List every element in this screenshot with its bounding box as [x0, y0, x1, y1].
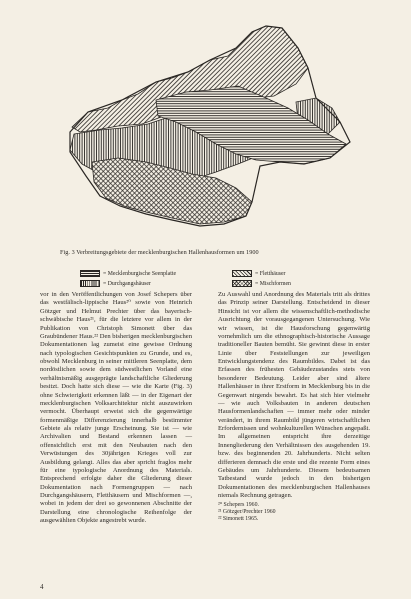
diagonal-hatch-swatch — [232, 270, 252, 277]
distribution-map — [60, 12, 358, 242]
left-column-text: vor in den Veröffentlichungen von Josef Schepers über das westfälisch-lippische Haus²⁰ sowie von Heinrich Götzger und Helmut Prechter über das bayerisch-schwäbische Haus²¹, für die letztere vor allem in der Publikation von Christoph Simonett über das Graubündener Haus.²² Den bisherigen mecklenburgischen Dokumentationen lag zumeist eine gewisse Ordnung nach typologischen Gesichtspunkten zu Grunde, und es, obwohl Mecklenburg in seiner mittleren Seenplatte, dem nordöstlichen sowie dem südwestlichen Vorland eine verhältnismäßig ausgeprägte landschaftliche Gliederung besitzt. Doch hatte sich diese — wie die Karte (Fig. 3) ohne Schwierigkeit erkennen läßt — in der Eigenart der mecklenburgischen Volksarchitektur nicht auszuwirken vermocht. Überhaupt erweist sich die gegenwärtige formenmäßige Differenzierung innerhalb bestimmter Gebiete als relativ junge Erscheinung. Sie ist — wie Archivalien und Bestand erkennen lassen — offensichtlich erst mit den Neubauten nach den Verwüstungen des 30jährigen Krieges voll zur Ausbildung gelangt. Alles das aber spricht fraglos mehr für eine typologische Anordnung des Materials. Entsprechend erfolgte daher die Gliederung dieser Dokumentation nach Formengruppen — nach Durchgangshäusern, Fletthäusern und Mischformen —, wobei in jedem der drei so gewonnenen Abschnitte der Darstellung eine chronologische Reihenfolge der ausgewählten Objekte angestrebt wurde. — [40, 291, 192, 525]
left-column — [40, 291, 192, 526]
footnote: ²⁰ Schepers 1960. — [218, 502, 259, 509]
horizontal-hatch-swatch — [80, 270, 100, 277]
legend-label: = Fletthäuser — [255, 270, 286, 277]
figure-caption: Fig. 3 Verbreitungsgebiete der mecklenburgischen Hallenhausformen um 1900 — [60, 249, 259, 256]
map-svg — [60, 12, 358, 242]
legend-label: = Mischformen — [255, 280, 291, 287]
page-number: 4 — [40, 583, 44, 591]
footnote: ²² Simonett 1965. — [218, 516, 259, 523]
legend-label: = Mecklenburgische Seenplatte — [103, 270, 177, 277]
right-column — [218, 291, 370, 523]
right-column-text: Zu Auswahl und Anordnung des Materials tritt als drittes das Prinzip seiner Darstellung. Entscheidend in dieser Hinsicht ist vor allem die wissenschaftlich-methodische Ausrichtung der vorausgegangenen Untersuchung. Wie wir wissen, ist die Hausforschung gegenwärtig vornehmlich um die ethnographisch-historische Aussage traditioneller Bauten bemüht. Sie gewinnt diese in erster Linie über Feststellungen zur jeweiligen Entwicklungstendenz des Raumbildes. Dabei ist das Erfassen des frühesten Gebäudezustandes stets von besonderer Bedeutung. Leider aber sind ältere Hallenhäuser in ihrer Erstform in Mecklenburg bis in die Gegenwart nirgends bewahrt. Es hat sich hier vielmehr — wie auch Volksbauten in anderen deutschen Hausformenlandschaften — immer mehr oder minder verändert, in ihrem Raumbild jüngeren wirtschaftlichen Erfordernissen und wohnkulturellen Wünschen angepaßt. Im allgemeinen entspricht ihre derzeitige Innengliederung den Verhältnissen des ausgehenden 19. bzw. des beginnenden 20. Jahrhunderts. Nicht selten differieren demnach die erste und die rezente Form eines Gebäudes um Jahrhunderte. Diesem bedeutsamen Tatbestand wurde jedoch in den bisherigen Dokumentationen des mecklenburgischen Hallenhauses niemals Rechnung getragen. — [218, 291, 370, 499]
legend-item-seenplatte — [80, 270, 176, 277]
footnote: ²¹ Götzger/Prechter 1960 — [218, 509, 276, 516]
legend-label: = Durchgangshäuser — [103, 280, 151, 287]
legend-item-misch — [232, 280, 291, 287]
legend-item-durchgang — [80, 280, 151, 287]
footnotes — [218, 502, 370, 523]
vertical-hatch-swatch — [80, 280, 100, 287]
crosshatch-swatch — [232, 280, 252, 287]
legend-item-flett — [232, 270, 285, 277]
